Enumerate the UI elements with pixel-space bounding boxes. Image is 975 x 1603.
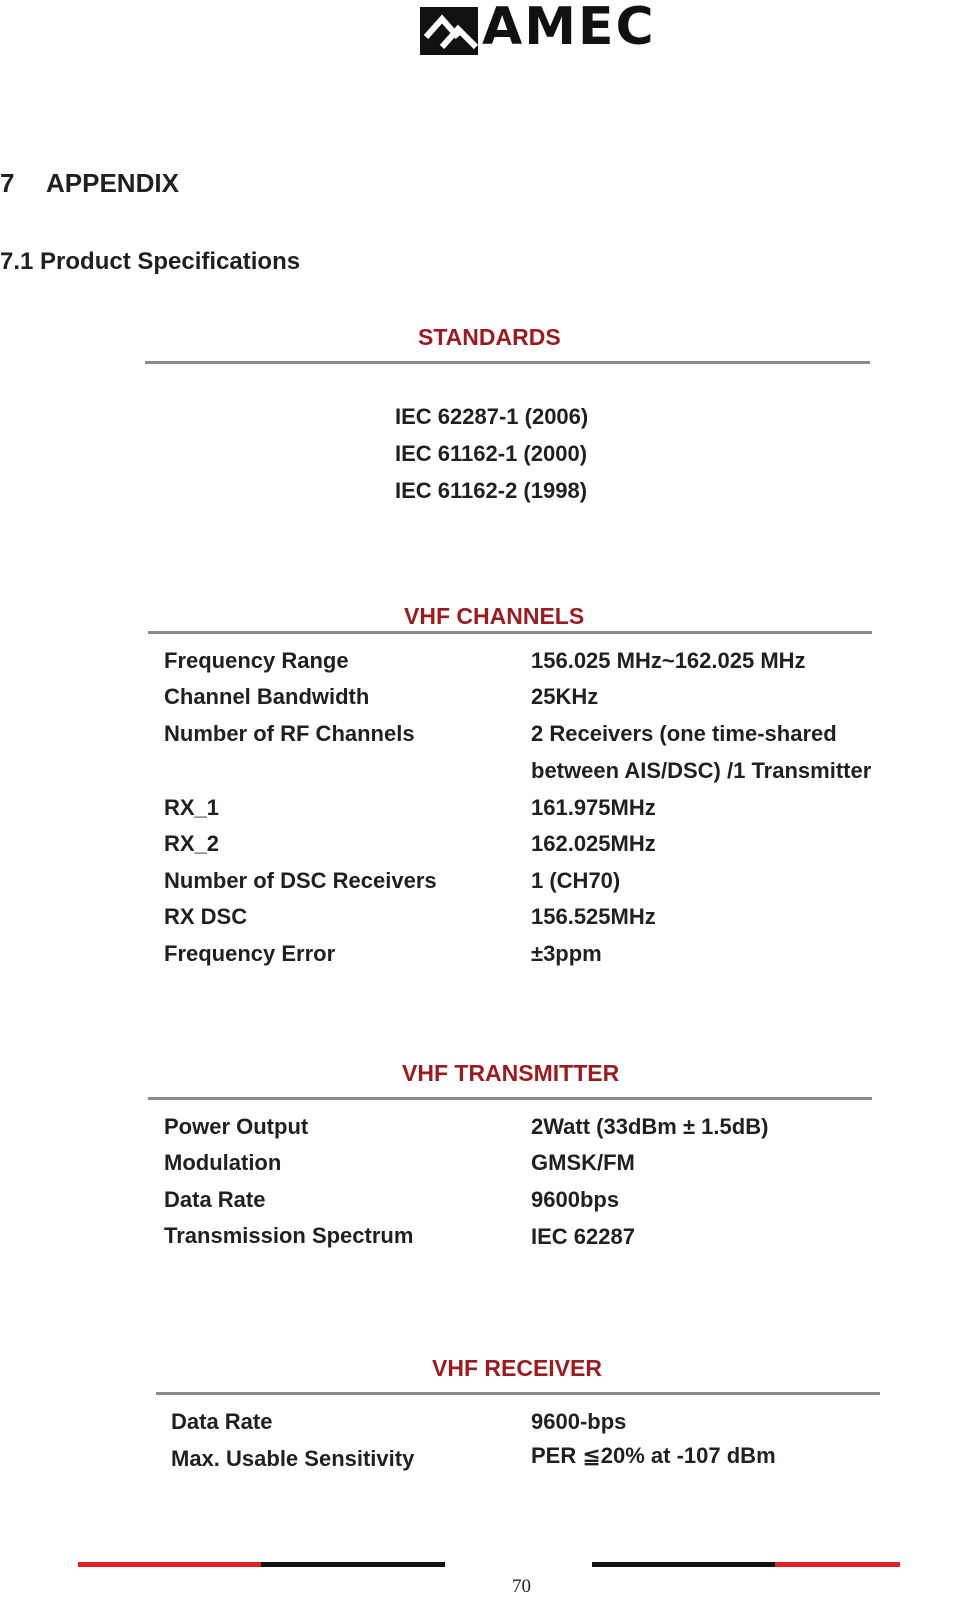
spec-label: Modulation <box>164 1150 282 1175</box>
chapter-number: 7 <box>0 168 15 198</box>
page-number: 70 <box>512 1576 531 1597</box>
logo-mark-icon <box>420 7 478 55</box>
logo-wordmark: AMEC <box>482 0 656 57</box>
footer-bar-red-left <box>78 1562 261 1567</box>
spec-label: Frequency Error <box>164 941 336 966</box>
spec-value: IEC 62287 <box>531 1224 635 1249</box>
standards-list <box>395 398 588 509</box>
spec-label: Power Output <box>164 1114 309 1139</box>
spec-label: Number of DSC Receivers <box>164 868 437 893</box>
amec-logo <box>420 0 656 57</box>
spec-value: 1 (CH70) <box>531 868 621 893</box>
spec-value: 2Watt (33dBm ± 1.5dB) <box>531 1114 769 1139</box>
vhf-receiver-rule <box>156 1392 880 1395</box>
footer-bar-black-left <box>261 1562 445 1567</box>
spec-label: Data Rate <box>171 1409 273 1434</box>
footer-bar-red-right <box>775 1562 900 1567</box>
spec-label: RX DSC <box>164 904 248 929</box>
spec-value: 2 Receivers (one time-shared <box>531 721 837 746</box>
spec-label: Data Rate <box>164 1187 266 1212</box>
spec-value-continued: between AIS/DSC) /1 Transmitter <box>531 758 872 783</box>
standard-item: IEC 61162-1 (2000) <box>395 441 588 466</box>
spec-label: RX_1 <box>164 795 220 820</box>
spec-value: 162.025MHz <box>531 831 656 856</box>
spec-label: Number of RF Channels <box>164 721 415 746</box>
spec-value: 156.025 MHz~162.025 MHz <box>531 648 806 673</box>
section-heading: 7.1 Product Specifications <box>0 248 301 275</box>
spec-value: GMSK/FM <box>531 1150 635 1175</box>
vhf-transmitter-rule <box>148 1097 872 1100</box>
spec-value: 156.525MHz <box>531 904 656 929</box>
spec-label: Channel Bandwidth <box>164 684 370 709</box>
standards-title: STANDARDS <box>418 324 561 350</box>
spec-label: RX_2 <box>164 831 220 856</box>
chapter-title: APPENDIX <box>46 168 179 198</box>
vhf-channels-title: VHF CHANNELS <box>404 603 585 629</box>
standard-item: IEC 61162-2 (1998) <box>395 478 588 503</box>
spec-value: 25KHz <box>531 684 599 709</box>
spec-value: 9600-bps <box>531 1409 627 1434</box>
footer-bar-black-right <box>592 1562 775 1567</box>
standards-rule <box>145 361 870 364</box>
spec-value: PER ≦20% at -107 dBm <box>531 1443 776 1468</box>
chapter-heading <box>0 168 179 199</box>
spec-value: 161.975MHz <box>531 795 656 820</box>
spec-value: 9600bps <box>531 1187 620 1212</box>
vhf-channels-rule <box>148 631 872 634</box>
standard-item: IEC 62287-1 (2006) <box>395 404 589 429</box>
spec-label: Frequency Range <box>164 648 349 673</box>
spec-label: Transmission Spectrum <box>164 1223 414 1248</box>
spec-value: ±3ppm <box>531 941 602 966</box>
vhf-transmitter-title: VHF TRANSMITTER <box>402 1060 620 1086</box>
vhf-receiver-title: VHF RECEIVER <box>432 1355 602 1381</box>
spec-label: Max. Usable Sensitivity <box>171 1446 415 1471</box>
